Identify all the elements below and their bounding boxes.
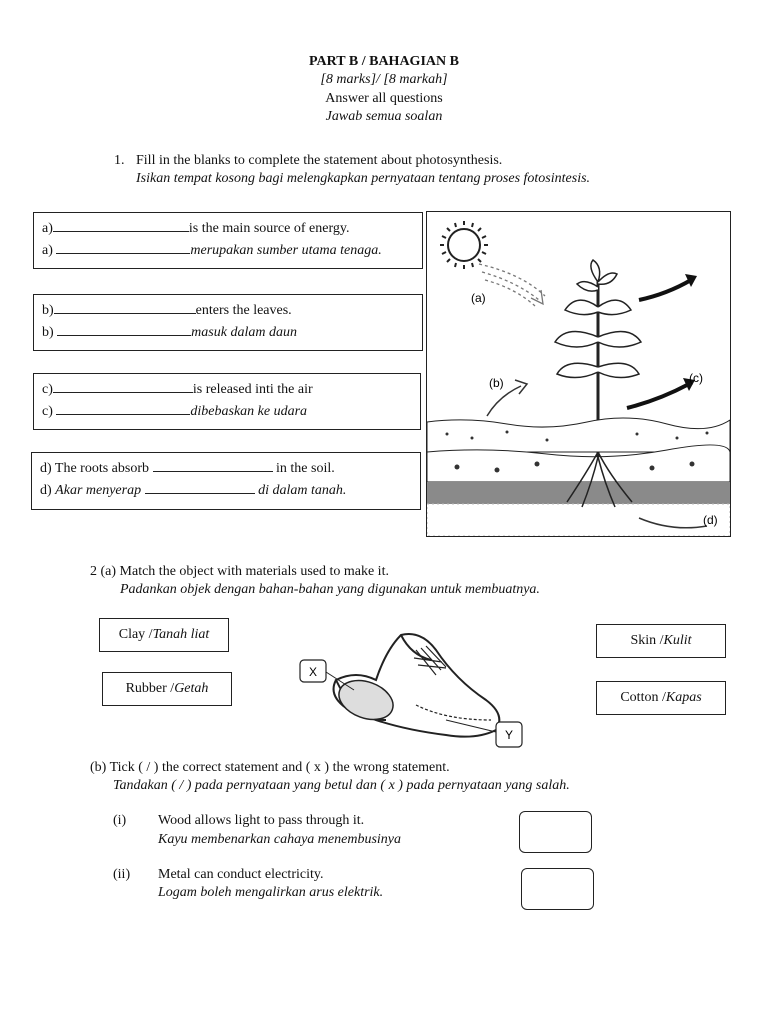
q2b-ii-text-en: Metal can conduct electricity. — [158, 867, 324, 882]
item-text: d) The roots absorb — [40, 461, 149, 476]
q2b-text-ms: Tandakan ( / ) pada pernyataan yang betul dan ( x ) pada pernyataan yang salah. — [113, 778, 570, 793]
shoe-label-x: X — [309, 665, 318, 679]
shoe-label-y: Y — [505, 728, 514, 742]
option-en: Clay / — [118, 627, 153, 642]
q2b-i-number: (i) — [113, 813, 127, 828]
match-clay[interactable] — [99, 618, 229, 652]
item-text: merupakan sumber utama tenaga. — [190, 243, 382, 258]
tick-box-i[interactable] — [519, 811, 592, 853]
item-text: is the main source of energy. — [188, 221, 350, 236]
match-skin[interactable] — [596, 624, 726, 658]
shoe-icon — [334, 634, 500, 737]
option-ms: Getah — [174, 681, 209, 696]
photosynthesis-diagram — [426, 211, 731, 537]
instruction-ms: Jawab semua soalan — [325, 109, 443, 124]
answer-blank[interactable] — [145, 479, 255, 494]
item-label: c) — [42, 404, 53, 419]
q2b-text-en: (b) Tick ( / ) the correct statement and ( x ) the wrong statement. — [90, 760, 450, 775]
q1-item-c — [33, 373, 421, 430]
q1-item-d — [31, 452, 421, 510]
sunlight-arrow-icon — [479, 264, 545, 306]
label-b: (b) — [489, 376, 504, 390]
co2-arrow-icon — [487, 386, 521, 416]
item-text: Akar menyerap — [55, 483, 142, 498]
marks-label: [8 marks]/ [8 markah] — [320, 72, 448, 87]
item-label: b) — [42, 303, 54, 318]
q2b-i-text-en: Wood allows light to pass through it. — [158, 813, 365, 828]
q1-item-a — [33, 212, 423, 269]
option-ms: Kapas — [665, 690, 702, 705]
label-a: (a) — [471, 291, 486, 305]
answer-blank[interactable] — [53, 217, 189, 232]
match-cotton[interactable] — [596, 681, 726, 715]
label-d: (d) — [703, 513, 718, 527]
match-rubber[interactable] — [102, 672, 232, 706]
item-label: a) — [42, 221, 53, 236]
answer-blank[interactable] — [54, 299, 196, 314]
q1-text-en: Fill in the blanks to complete the statement about photosynthesis. — [136, 153, 503, 168]
release-arrow-icon — [627, 384, 689, 408]
q1-number: 1. — [114, 153, 125, 168]
q2b-i-text-ms: Kayu membenarkan cahaya menembusinya — [158, 832, 401, 847]
answer-blank[interactable] — [57, 321, 191, 336]
q1-text-ms: Isikan tempat kosong bagi melengkapkan pernyataan tentang proses fotosintesis. — [136, 171, 591, 186]
soil-layer — [427, 418, 730, 536]
answer-blank[interactable] — [153, 457, 273, 472]
item-label: d) — [40, 483, 52, 498]
q1-item-b — [33, 294, 423, 351]
q2a-text-ms: Padankan objek dengan bahan-bahan yang digunakan untuk membuatnya. — [120, 582, 540, 597]
item-label: c) — [42, 382, 53, 397]
item-text: enters the leaves. — [195, 303, 292, 318]
answer-blank[interactable] — [56, 239, 190, 254]
sun-icon — [440, 221, 488, 269]
option-ms: Tanah liat — [152, 627, 210, 642]
item-text: masuk dalam daun — [191, 325, 297, 340]
q2b-ii-number: (ii) — [113, 867, 131, 882]
label-c: (c) — [689, 371, 703, 385]
q2a-text-en: 2 (a) Match the object with materials used to make it. — [90, 564, 389, 579]
item-label: a) — [42, 243, 53, 258]
option-en: Skin / — [630, 633, 664, 648]
item-text: di dalam tanah. — [258, 483, 347, 498]
answer-blank[interactable] — [53, 378, 193, 393]
item-text: is released inti the air — [192, 382, 313, 397]
part-title: PART B / BAHAGIAN B — [309, 54, 459, 69]
item-label: b) — [42, 325, 54, 340]
item-text: in the soil. — [276, 461, 335, 476]
instruction-en: Answer all questions — [325, 91, 443, 106]
oxygen-arrow-icon — [639, 280, 691, 300]
q2b-ii-text-ms: Logam boleh mengalirkan arus elektrik. — [158, 885, 384, 900]
option-en: Cotton / — [620, 690, 666, 705]
tick-box-ii[interactable] — [521, 868, 594, 910]
option-ms: Kulit — [663, 633, 692, 648]
answer-blank[interactable] — [56, 400, 190, 415]
shoe-diagram — [296, 620, 526, 755]
option-en: Rubber / — [125, 681, 175, 696]
item-text: dibebaskan ke udara — [190, 404, 308, 419]
